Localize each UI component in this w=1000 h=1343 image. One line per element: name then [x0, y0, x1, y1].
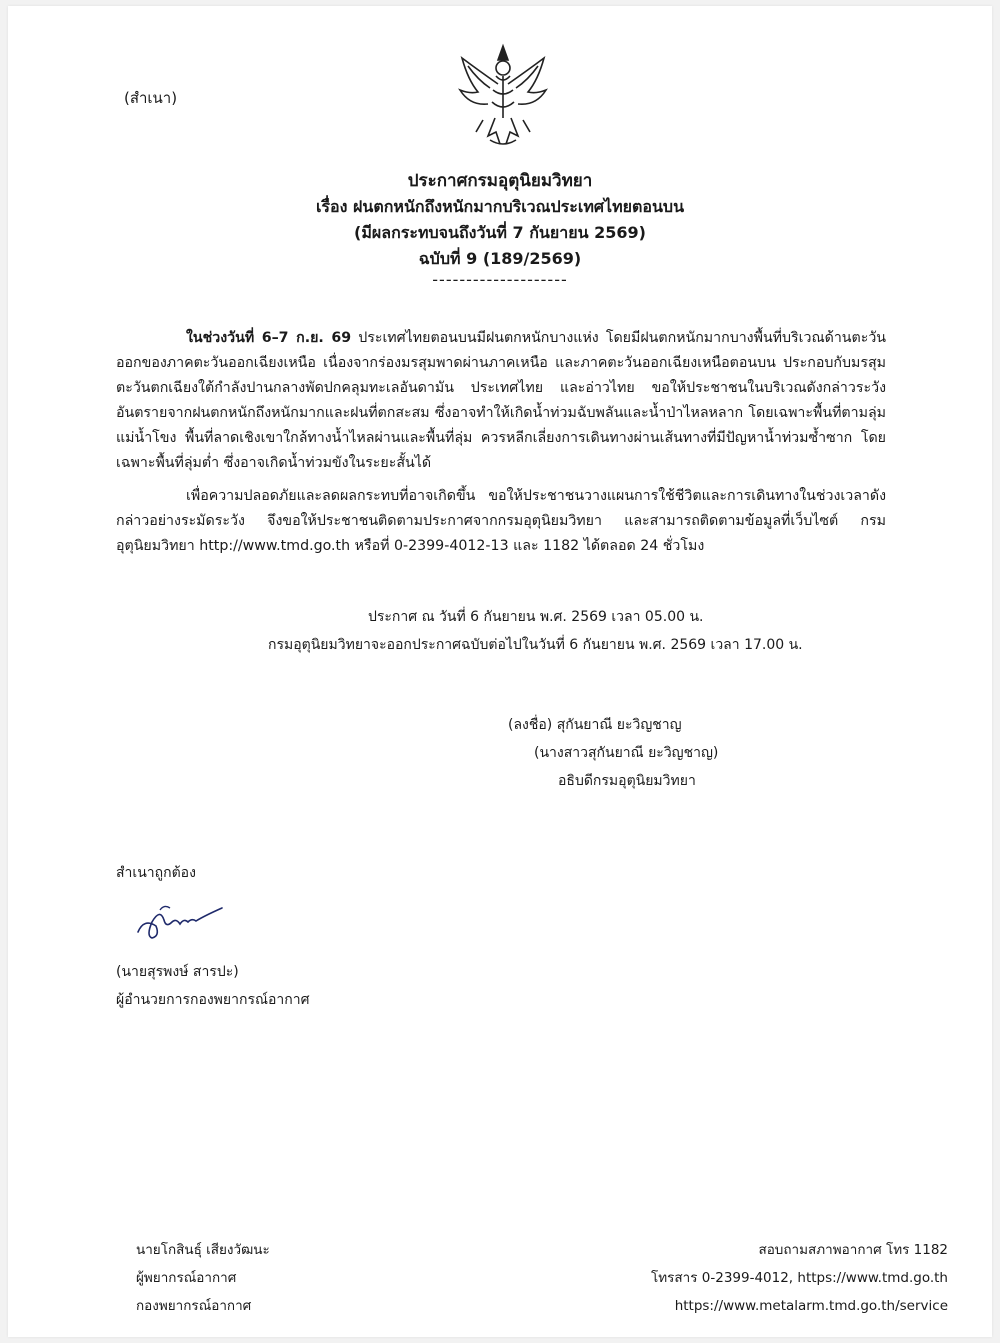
announcement-subject: เรื่อง ฝนตกหนักถึงหนักมากบริเวณประเทศไทยตอนบน	[315, 197, 685, 216]
certifier-block	[116, 958, 309, 1014]
footer-forecaster	[136, 1236, 270, 1320]
garuda-emblem-icon	[448, 40, 558, 150]
forecaster-division: กองพยากรณ์อากาศ	[136, 1298, 252, 1314]
paragraph-2: เพื่อความปลอดภัยและลดผลกระทบที่อาจเกิดขึ้น ขอให้ประชาชนวางแผนการใช้ชีวิตและการเดินทางในช่วงเวลาดังกล่าวอย่างระมัดระวัง จึงขอให้ประชาชนติดตามประกาศจากกรมอุตุนิยมวิทยา และสามารถติดตามข้อมูลที่เว็บไซต์ กรมอุตุนิยมวิทยา http://www.tmd.go.th หรือที่ 0-2399-4012-13 และ 1182 ได้ตลอด 24 ชั่วโมง	[116, 488, 886, 554]
announcement-body	[116, 326, 886, 567]
separator-line: --------------------	[432, 270, 568, 289]
next-issue-note: กรมอุตุนิยมวิทยาจะออกประกาศฉบับต่อไปในวันที่ 6 กันยายน พ.ศ. 2569 เวลา 17.00 น.	[268, 637, 803, 653]
forecaster-role: ผู้พยากรณ์อากาศ	[136, 1270, 237, 1286]
certified-copy-label: สำเนาถูกต้อง	[116, 865, 196, 881]
announcement-header	[0, 168, 1000, 288]
certifier-name: (นายสุรพงษ์ สารปะ)	[116, 964, 239, 980]
paragraph-1	[116, 326, 886, 476]
handwritten-signature	[130, 896, 230, 946]
footer-contact	[651, 1236, 948, 1320]
copy-label: (สำเนา)	[124, 89, 178, 107]
paragraph-1-text: ประเทศไทยตอนบนมีฝนตกหนักบางแห่ง โดยมีฝนตกหนักมากบางพื้นที่บริเวณด้านตะวันออกของภาคตะวันออกเฉียงเหนือ เนื่องจากร่องมรสุมพาดผ่านภาคเหนือ และภาคตะวันออกเฉียงเหนือตอนบน ประกอบกับมรสุมตะวันตกเฉียงใต้กำลังปานกลางพัดปกคลุมทะเลอันดามัน ประเทศไทย และอ่าวไทย ขอให้ประชาชนในบริเวณดังกล่าวระวังอันตรายจากฝนตกหนักถึงหนักมากและฝนที่ตกสะสม ซึ่งอาจทำให้เกิดน้ำท่วมฉับพลันและน้ำป่าไหลหลาก โดยเฉพาะพื้นที่ตามลุ่มแม่น้ำโขง พื้นที่ลาดเชิงเขาใกล้ทางน้ำไหลผ่านและพื้นที่ลุ่ม ควรหลีกเลี่ยงการเดินทางผ่านเส้นทางที่มีปัญหาน้ำท่วมซ้ำซาก โดยเฉพาะพื้นที่ลุ่มต่ำ ซึ่งอาจเกิดน้ำท่วมขังในระยะสั้นได้	[116, 330, 886, 471]
contact-hotline: สอบถามสภาพอากาศ โทร 1182	[758, 1242, 948, 1258]
contact-service-url: https://www.metalarm.tmd.go.th/service	[674, 1298, 948, 1314]
issued-date: ประกาศ ณ วันที่ 6 กันยายน พ.ศ. 2569 เวลา 05.00 น.	[368, 609, 704, 625]
announcement-title: ประกาศกรมอุตุนิยมวิทยา	[407, 171, 593, 191]
issue-number: ฉบับที่ 9 (189/2569)	[418, 249, 582, 268]
signatory-position: อธิบดีกรมอุตุนิยมวิทยา	[558, 773, 696, 789]
signed-line: (ลงชื่อ) สุกันยาณี ยะวิญชาญ	[508, 717, 682, 733]
certifier-position: ผู้อำนวยการกองพยากรณ์อากาศ	[116, 992, 310, 1008]
forecaster-name: นายโกสินธุ์ เสียงวัฒนะ	[136, 1242, 270, 1258]
contact-fax-website: โทรสาร 0-2399-4012, https://www.tmd.go.th	[651, 1270, 948, 1286]
effective-date: (มีผลกระทบจนถึงวันที่ 7 กันยายน 2569)	[354, 223, 646, 242]
signatory-full-name: (นางสาวสุกันยาณี ยะวิญชาญ)	[534, 745, 719, 761]
paragraph-1-lead: ในช่วงวันที่ 6–7 ก.ย. 69	[186, 330, 352, 346]
